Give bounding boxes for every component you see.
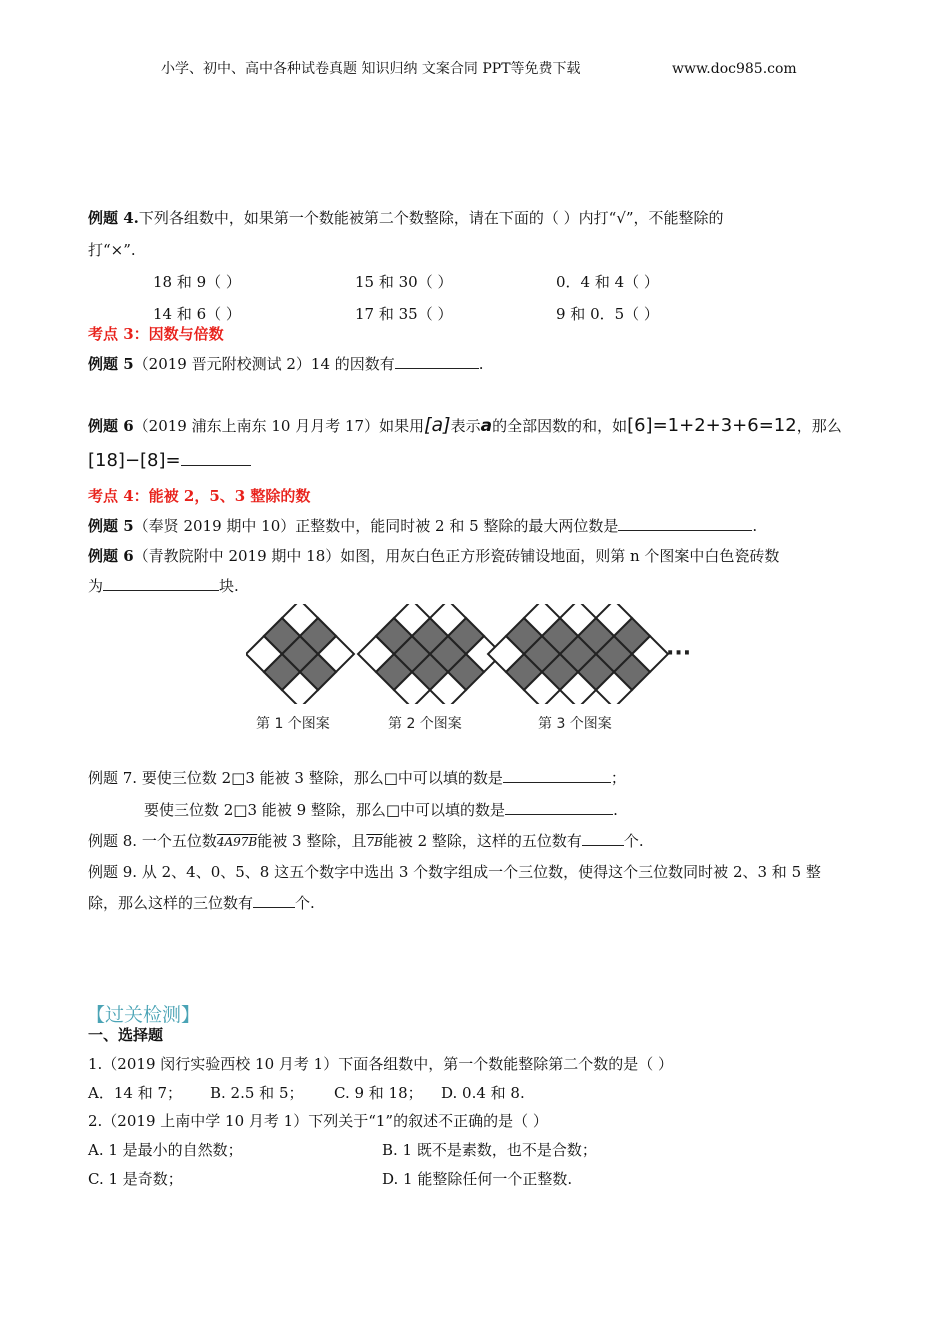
ex6b-answer-blank[interactable] [103, 576, 219, 591]
ex6a-line2 [88, 451, 251, 471]
caption-pattern-2: 第 2 个图案 [388, 716, 462, 732]
ex4-item-5: 17 和 35（ ） [355, 305, 453, 323]
ex6b-line1 [88, 546, 779, 566]
keypoint-4: 考点 4：能被 2，5、3 整除的数 [88, 487, 311, 505]
ex6a-text-mid: 表示 [450, 417, 481, 435]
ex7-text2: 要使三位数 2□3 能被 9 整除，那么□中可以填的数是 [144, 801, 506, 819]
ex5b-end: . [752, 517, 758, 535]
ex6b-end: 块. [219, 577, 239, 595]
ex5b-line [88, 516, 757, 536]
ex8-line [88, 831, 644, 852]
ex8-number-4a97b: 4A97B [216, 835, 258, 849]
ex5a-line [88, 354, 484, 374]
ex9-text2: 除，那么这样的三位数有 [88, 894, 254, 912]
check-section: 一、选择题 [88, 1026, 164, 1044]
ex6a-line1 [88, 415, 842, 436]
ex7-answer-blank-2[interactable] [505, 800, 613, 815]
ex8-t3: 能被 2 整除，这样的五位数有 [382, 832, 582, 850]
caption-pattern-1: 第 1 个图案 [256, 716, 330, 732]
ex5a-answer-blank[interactable] [395, 354, 479, 369]
q2-option-b: B. 1 既不是素数，也不是合数； [382, 1141, 597, 1159]
q1-option-a: A．14 和 7； [88, 1084, 182, 1102]
q1-option-d: D. 0.4 和 8. [441, 1084, 525, 1102]
ex7-end2: . [613, 801, 618, 819]
ex4-item-3: 0．4 和 4（ ） [556, 273, 659, 291]
pattern-1 [246, 604, 354, 704]
ex9-line2 [88, 893, 315, 913]
ex5b-label: 例题 5 [88, 517, 134, 535]
ex8-number-7b: 7B [366, 835, 383, 849]
tile-patterns-figure [246, 604, 716, 704]
q1-option-c: C. 9 和 18； [334, 1084, 423, 1102]
ex6a-text-mid2: 的全部因数的和，如 [492, 417, 628, 435]
ex7-end1: ； [610, 769, 626, 787]
ex4-item-2: 15 和 30（ ） [355, 273, 453, 291]
ex4-item-6: 9 和 0．5（ ） [556, 305, 659, 323]
ex4-line2: 打“×”. [88, 241, 136, 259]
check-title: 【过关检测】 [86, 1004, 201, 1026]
ex5a-end: . [478, 355, 484, 373]
ex8-t2: 能被 3 整除，且 [257, 832, 367, 850]
ex8-answer-blank[interactable] [582, 831, 624, 846]
ex7-line1 [88, 768, 626, 788]
ex6a-label: 例题 6 [88, 417, 134, 435]
q2-option-c: C. 1 是奇数； [88, 1170, 183, 1188]
ex5b-answer-blank[interactable] [618, 516, 752, 531]
ex9-line1: 例题 9. 从 2、4、0、5、8 这五个数字中选出 3 个数字组成一个三位数，使得这个三位数同时被 2、3 和 5 整 [88, 863, 821, 881]
ex4-item-4: 14 和 6（ ） [153, 305, 241, 323]
ex6b-line2 [88, 576, 239, 596]
ex4-text: 下列各组数中，如果第一个数能被第二个数整除，请在下面的（ ）内打“√”，不能整除的 [138, 209, 724, 227]
ex6a-formula2: [18]−[8]= [88, 450, 181, 471]
ex7-line2 [144, 800, 618, 820]
caption-pattern-3: 第 3 个图案 [538, 716, 612, 732]
pattern-2 [358, 604, 502, 704]
ex8-t1: 例题 8. 一个五位数 [88, 832, 217, 850]
pattern-ellipsis: ··· [666, 641, 692, 666]
ex4-label: 例题 4. [88, 209, 139, 227]
ex5a-text: （2019 晋元附校测试 2）14 的因数有 [133, 355, 395, 373]
ex6a-answer-blank[interactable] [181, 451, 251, 466]
question-2: 2.（2019 上南中学 10 月考 1）下列关于“1”的叙述不正确的是（ ） [88, 1112, 548, 1130]
q2-option-a: A. 1 是最小的自然数； [88, 1141, 243, 1159]
ex6a-formula: [6]=1+2+3+6=12 [627, 415, 797, 436]
ex6a-var-a: a [480, 416, 493, 436]
q1-option-b: B. 2.5 和 5； [210, 1084, 304, 1102]
pattern-3 [488, 604, 668, 704]
ex5a-label: 例题 5 [88, 355, 134, 373]
ex4-item-1: 18 和 9（ ） [153, 273, 241, 291]
ex9-end: 个. [295, 894, 315, 912]
header-site: www.doc985.com [672, 61, 797, 77]
ex7-text1: 例题 7. 要使三位数 2□3 能被 3 整除，那么□中可以填的数是 [88, 769, 503, 787]
ex4-line1 [88, 208, 724, 228]
question-1: 1.（2019 闵行实验西校 10 月考 1）下面各组数中，第一个数能整除第二个数的是（ ） [88, 1055, 673, 1073]
ex9-answer-blank[interactable] [253, 893, 295, 908]
header-text: 小学、初中、高中各种试卷真题 知识归纳 文案合同 PPT等免费下载 [161, 61, 581, 77]
ex6b-label: 例题 6 [88, 547, 134, 565]
ex6a-text-end: ，那么 [796, 417, 842, 435]
ex7-answer-blank-1[interactable] [503, 768, 611, 783]
ex6b-text2: 为 [88, 577, 104, 595]
ex6a-bracket-a: [a] [424, 414, 451, 436]
q2-option-d: D. 1 能整除任何一个正整数. [382, 1170, 573, 1188]
ex6b-text: （青教院附中 2019 期中 18）如图，用灰白色正方形瓷砖铺设地面，则第 n 个图案中白色瓷砖数 [133, 547, 780, 565]
ex5b-text: （奉贤 2019 期中 10）正整数中，能同时被 2 和 5 整除的最大两位数是 [133, 517, 619, 535]
ex8-t4: 个. [623, 832, 644, 850]
ex6a-text: （2019 浦东上南东 10 月月考 17）如果用 [133, 417, 425, 435]
keypoint-3: 考点 3：因数与倍数 [88, 325, 224, 343]
